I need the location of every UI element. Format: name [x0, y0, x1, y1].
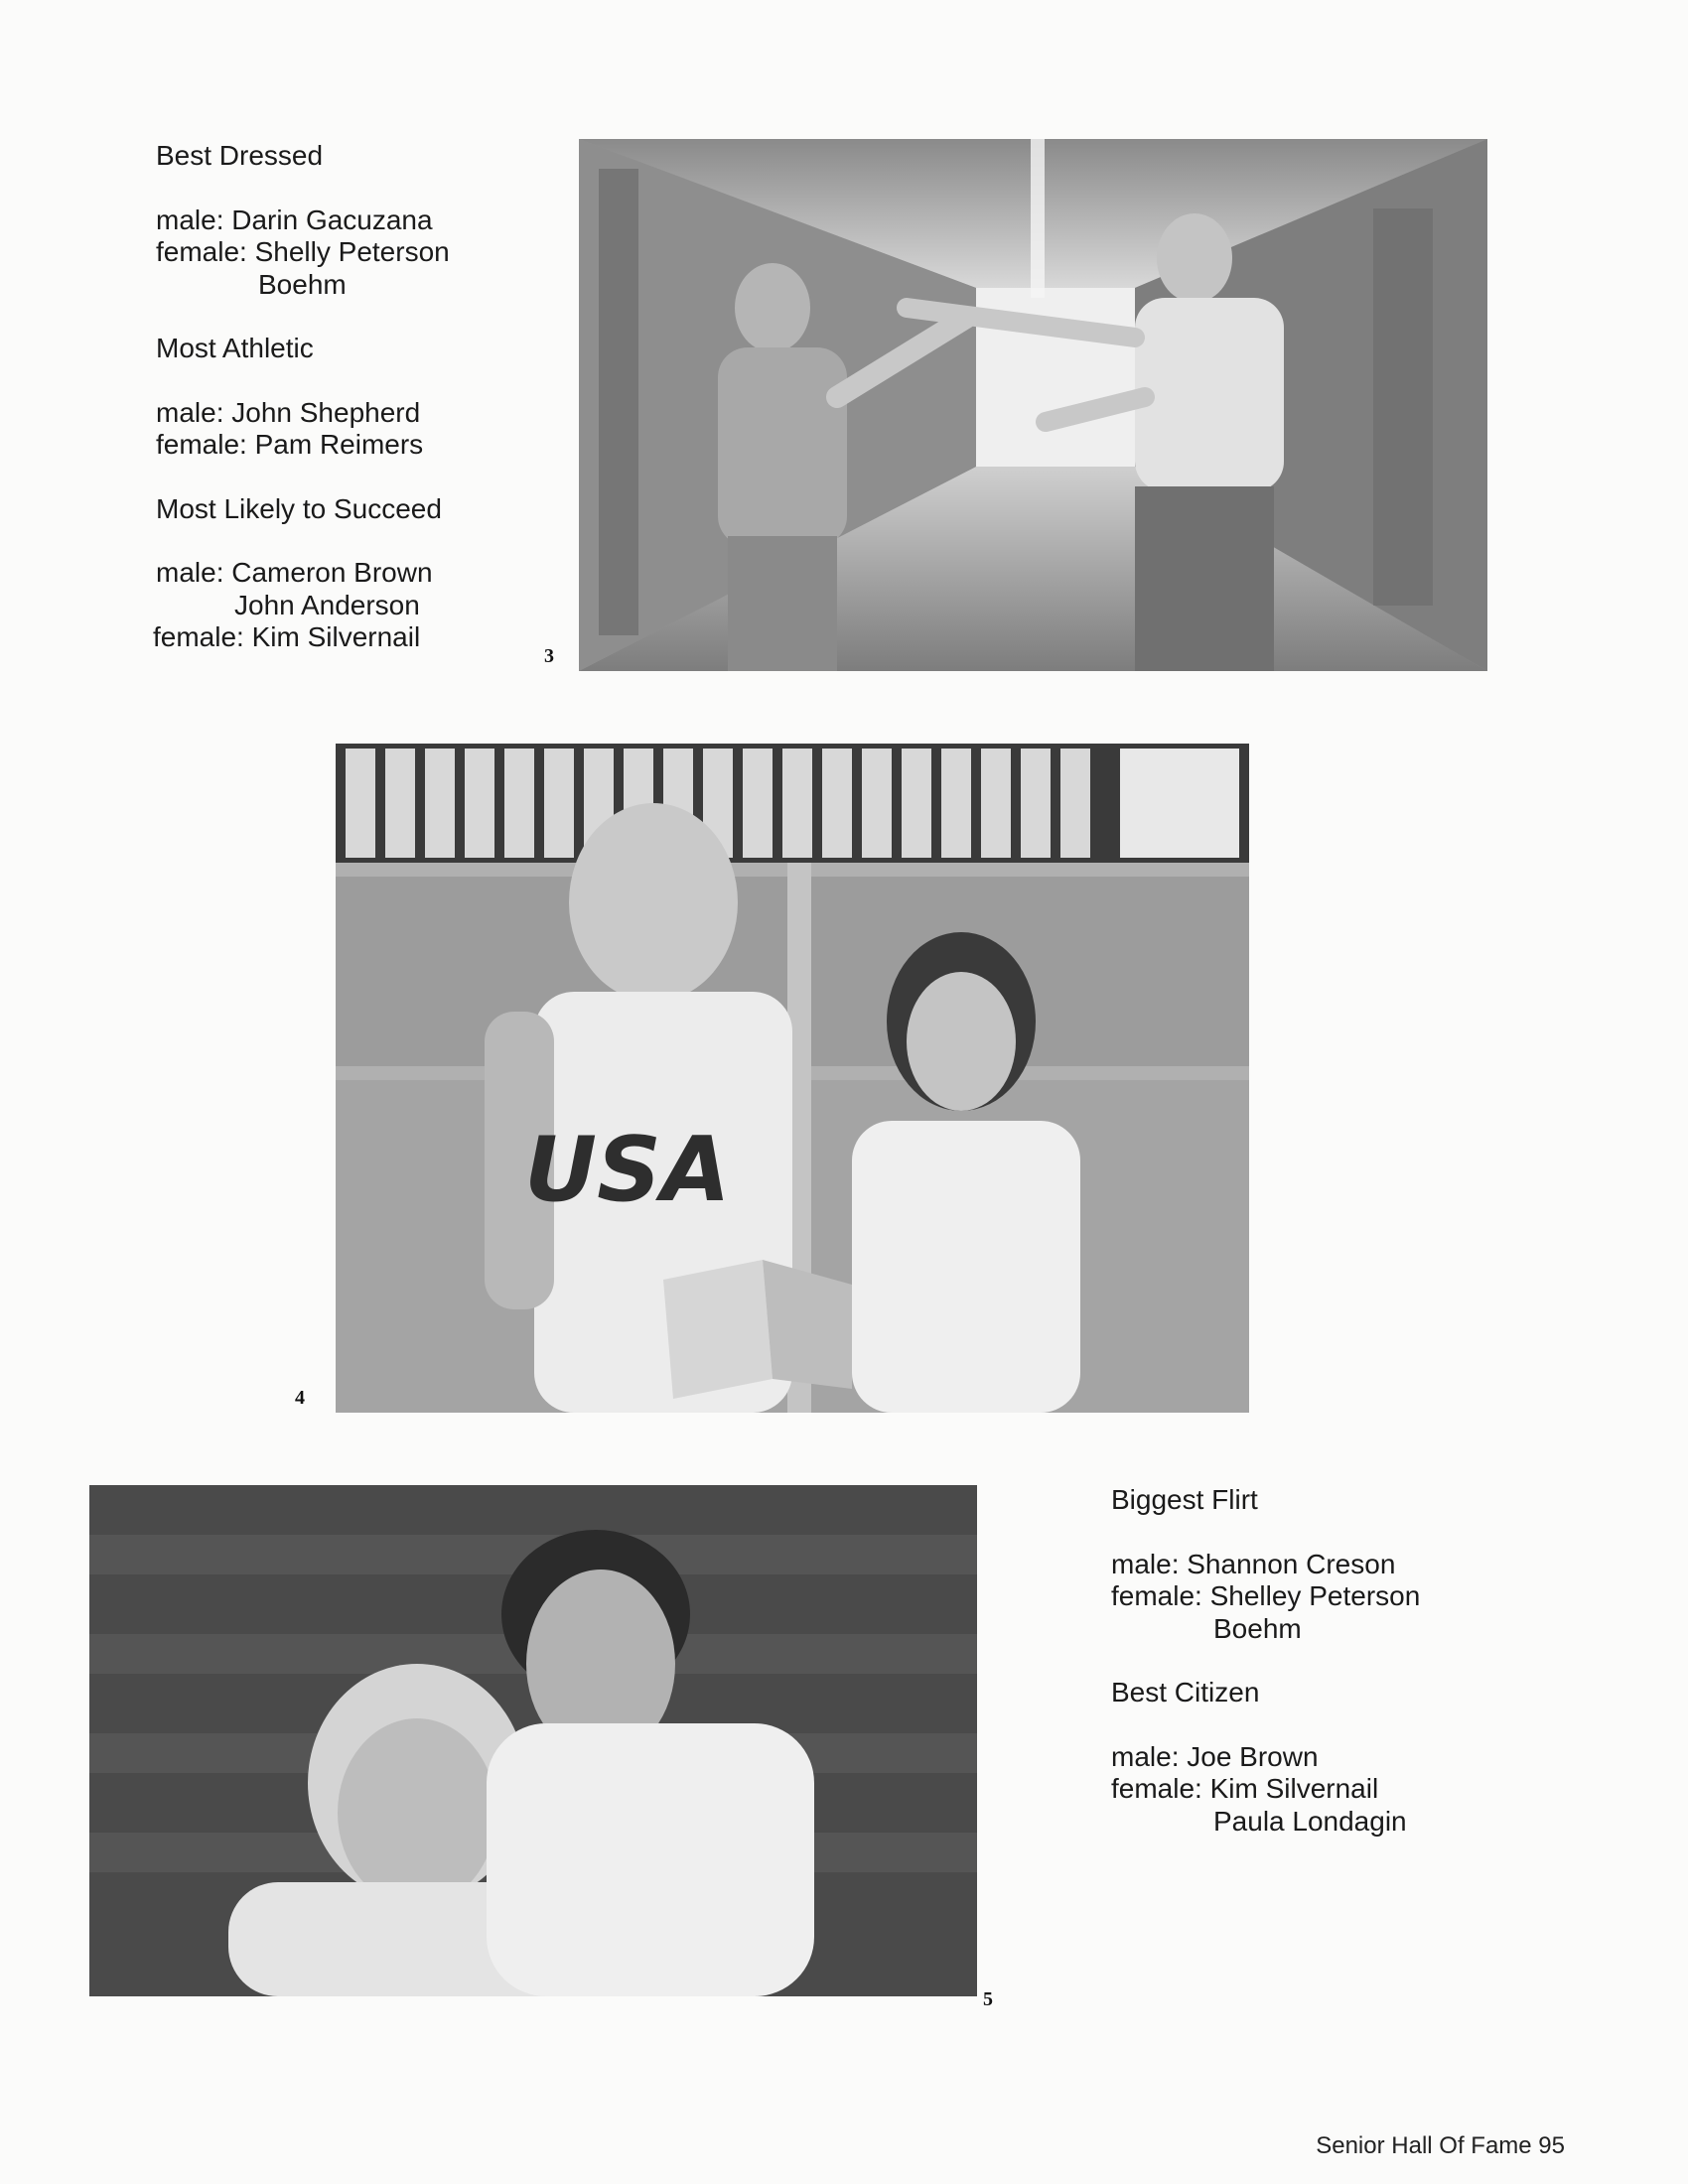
photo-hallway [579, 139, 1487, 671]
library-image [336, 744, 1249, 1413]
award-male-best-citizen: male: Joe Brown [1111, 1740, 1319, 1772]
award-female-most-likely: female: Kim Silvernail [153, 621, 421, 652]
award-female-most-athletic: female: Pam Reimers [156, 429, 424, 460]
award-female-best-dressed-cont: Boehm [258, 268, 347, 300]
award-male-most-likely-cont: John Anderson [234, 589, 420, 620]
award-male-best-dressed: male: Darin Gacuzana [156, 204, 433, 235]
page-footer: Senior Hall Of Fame 95 [1316, 2132, 1565, 2159]
photo-couple [89, 1485, 977, 1996]
award-female-best-citizen: female: Kim Silvernail [1111, 1773, 1379, 1804]
photo-library [336, 744, 1249, 1413]
usa-shirt-text: USA [524, 1118, 731, 1222]
award-female-best-citizen-cont: Paula Londagin [1213, 1805, 1407, 1837]
award-heading-biggest-flirt: Biggest Flirt [1111, 1484, 1258, 1515]
awards-top-list [153, 140, 450, 654]
award-female-best-dressed: female: Shelly Peterson [156, 236, 450, 267]
awards-bottom-list [1111, 1484, 1420, 1838]
photo-number-3: 3 [544, 645, 554, 667]
photo-number-5: 5 [983, 1988, 993, 2010]
award-heading-best-dressed: Best Dressed [156, 140, 324, 171]
hallway-image [579, 139, 1487, 671]
award-female-biggest-flirt-cont: Boehm [1213, 1612, 1302, 1644]
award-male-biggest-flirt: male: Shannon Creson [1111, 1548, 1396, 1579]
award-heading-best-citizen: Best Citizen [1111, 1677, 1260, 1707]
photo-number-4: 4 [295, 1387, 305, 1409]
award-heading-most-athletic: Most Athletic [156, 333, 314, 363]
award-male-most-likely: male: Cameron Brown [156, 557, 433, 588]
couple-image [89, 1485, 977, 1996]
award-female-biggest-flirt: female: Shelley Peterson [1111, 1580, 1421, 1611]
award-male-most-athletic: male: John Shepherd [156, 396, 421, 428]
award-heading-most-likely: Most Likely to Succeed [156, 492, 442, 524]
